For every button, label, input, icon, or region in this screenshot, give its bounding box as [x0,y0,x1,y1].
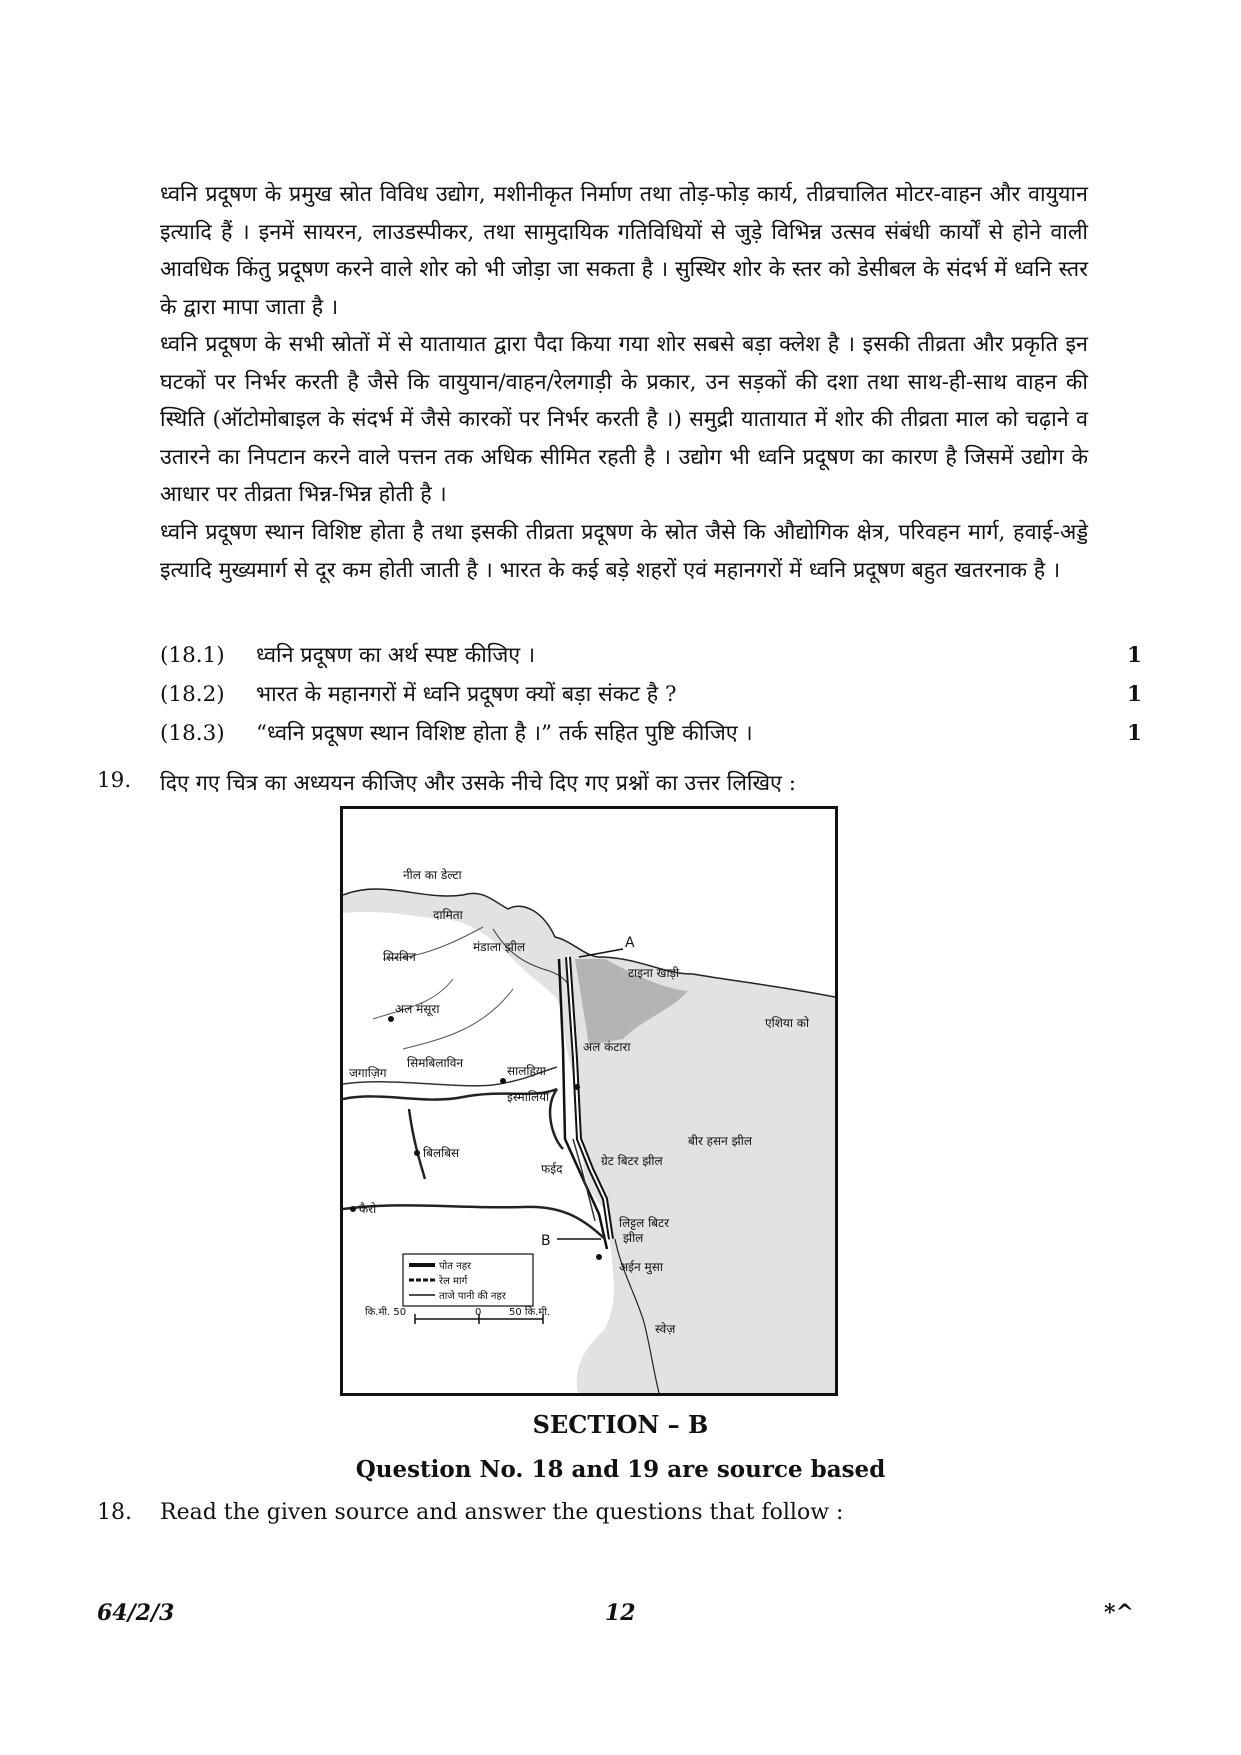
label-simbillawain: सिमबिलाविन [407,1056,464,1070]
settlement-marker [574,1084,580,1090]
subquestion-number: (18.2) [160,682,225,707]
label-ismailia: इस्मालिया [507,1090,550,1104]
label-tina-bay: टाइना खाड़ी [628,966,680,980]
subquestion-18-1 [160,638,1142,674]
section-title: SECTION – B [532,1410,709,1439]
question-18-text: Read the given source and answer the questions that follow : [160,1500,844,1525]
label-to-asia: एशिया को [765,1016,810,1030]
question-18-number: 18. [97,1500,132,1525]
label-al-mansura: अल मंसूरा [395,1002,440,1016]
subquestion-text: “ध्वनि प्रदूषण स्थान विशिष्ट होता है ।” तर्क सहित पुष्टि कीजिए । [256,721,753,746]
subquestion-number: (18.1) [160,643,225,668]
label-al-kantara: अल कंटारा [583,1040,631,1054]
settlement-marker [414,1150,420,1156]
subquestion-marks: 1 [1127,643,1142,668]
label-great-bitter-lake: ग्रेट बिटर झील [601,1154,663,1168]
label-cairo: कैरो [359,1202,377,1216]
subquestion-text: भारत के महानगरों में ध्वनि प्रदूषण क्यों बड़ा संकट है ? [256,682,677,707]
subquestion-marks: 1 [1127,682,1142,707]
settlement-marker [500,1078,506,1084]
label-ain-musa: अईन मुसा [619,1260,663,1274]
print-mark: *^ [1104,1600,1134,1626]
legend-railway: रेल मार्ग [439,1276,468,1287]
legend-ship-canal: पोत नहर [439,1261,472,1272]
question-19-text: दिए गए चित्र का अध्ययन कीजिए और उसके नीचे दिए गए प्रश्नों का उत्तर लिखिए : [160,771,797,796]
scale-label-left: कि.मी. 50 [365,1307,407,1318]
label-little-bitter-lake-2: झील [623,1231,644,1245]
settlement-marker [388,1016,394,1022]
subquestion-text: ध्वनि प्रदूषण का अर्थ स्पष्ट कीजिए । [256,643,536,668]
passage-paragraph-1: ध्वनि प्रदूषण के प्रमुख स्रोत विविध उद्योग, मशीनीकृत निर्माण तथा तोड़-फोड़ कार्य, तीव्रचालित मोटर-वाहन और वायुयान इत्यादि हैं । इनमें सायरन, लाउडस्पीकर, तथा सामुदायिक गतिविधियों से जुड़े विभिन्न उत्सव संबंधी कार्यों से होने वाली आवधिक किंतु प्रदूषण करने वाले शोर को भी जोड़ा जा सकता है । सुस्थिर शोर के स्तर को डेसीबल के संदर्भ में ध्वनि स्तर के द्वारा मापा जाता है । [160,182,1088,320]
subquestion-18-2 [160,677,1142,713]
label-fayed: फईद [541,1162,563,1176]
paper-code: 64/2/3 [97,1600,175,1626]
subquestion-marks: 1 [1127,721,1142,746]
label-nile-delta: नील का डेल्टा [403,868,462,882]
passage-paragraph-3: ध्वनि प्रदूषण स्थान विशिष्ट होता है तथा इसकी तीव्रता प्रदूषण के स्रोत जैसे कि औद्योगिक क्षेत्र, परिवहन मार्ग, हवाई-अड्डे इत्यादि मुख्यमार्ग से दूर कम होती जाती है । भारत के कई बड़े शहरों एवं महानगरों में ध्वनि प्रदूषण बहुत खतरनाक है । [160,520,1088,583]
subquestion-18-3 [160,716,1142,752]
suez-canal-map [340,806,838,1396]
section-subtitle: Question No. 18 and 19 are source based [355,1456,886,1483]
map-figure [343,809,835,1393]
map-legend [403,1254,533,1306]
label-little-bitter-lake: लिट्टल बिटर [619,1216,669,1230]
scale-label-zero: 0 [475,1307,482,1318]
question-19-number: 19. [97,768,132,793]
label-bilbis: बिलबिस [423,1146,460,1160]
label-zagazig: जगाज़िग [349,1066,387,1080]
label-sirbin: सिरबिन [383,950,416,964]
label-bir-hasan-lake: बीर हसन झील [688,1134,752,1148]
label-manzala-lake: मंडाला झील [473,940,526,954]
label-salhiya: सालहिया [507,1064,546,1078]
subquestion-number: (18.3) [160,721,225,746]
label-suez: स्वेज़ [655,1322,676,1336]
label-point-B: B [541,1233,551,1249]
scale-label-right: 50 कि.मी. [509,1307,551,1318]
page-number: 12 [605,1600,636,1626]
passage-paragraph-2: ध्वनि प्रदूषण के सभी स्रोतों में से यातायात द्वारा पैदा किया गया शोर सबसे बड़ा क्लेश है । इसकी तीव्रता और प्रकृति इन घटकों पर निर्भर करती है जैसे कि वायुयान/वाहन/रेलगाड़ी के प्रकार, उन सड़कों की दशा तथा साथ-ही-साथ वाहन की स्थिति (ऑटोमोबाइल के संदर्भ में जैसे कारकों पर निर्भर करती है ।) समुद्री यातायात में शोर की तीव्रता माल को चढ़ाने व उतारने का निपटान करने वाले पत्तन तक अधिक सीमित रहती है । उद्योग भी ध्वनि प्रदूषण का कारण है जिसमें उद्योग के आधार पर तीव्रता भिन्न-भिन्न होती है । [160,332,1088,507]
settlement-marker [596,1254,602,1260]
label-damietta: दामिता [433,908,463,922]
label-point-A: A [625,935,635,951]
legend-freshwater-canal: ताजे पानी की नहर [439,1291,506,1302]
settlement-marker [350,1206,356,1212]
